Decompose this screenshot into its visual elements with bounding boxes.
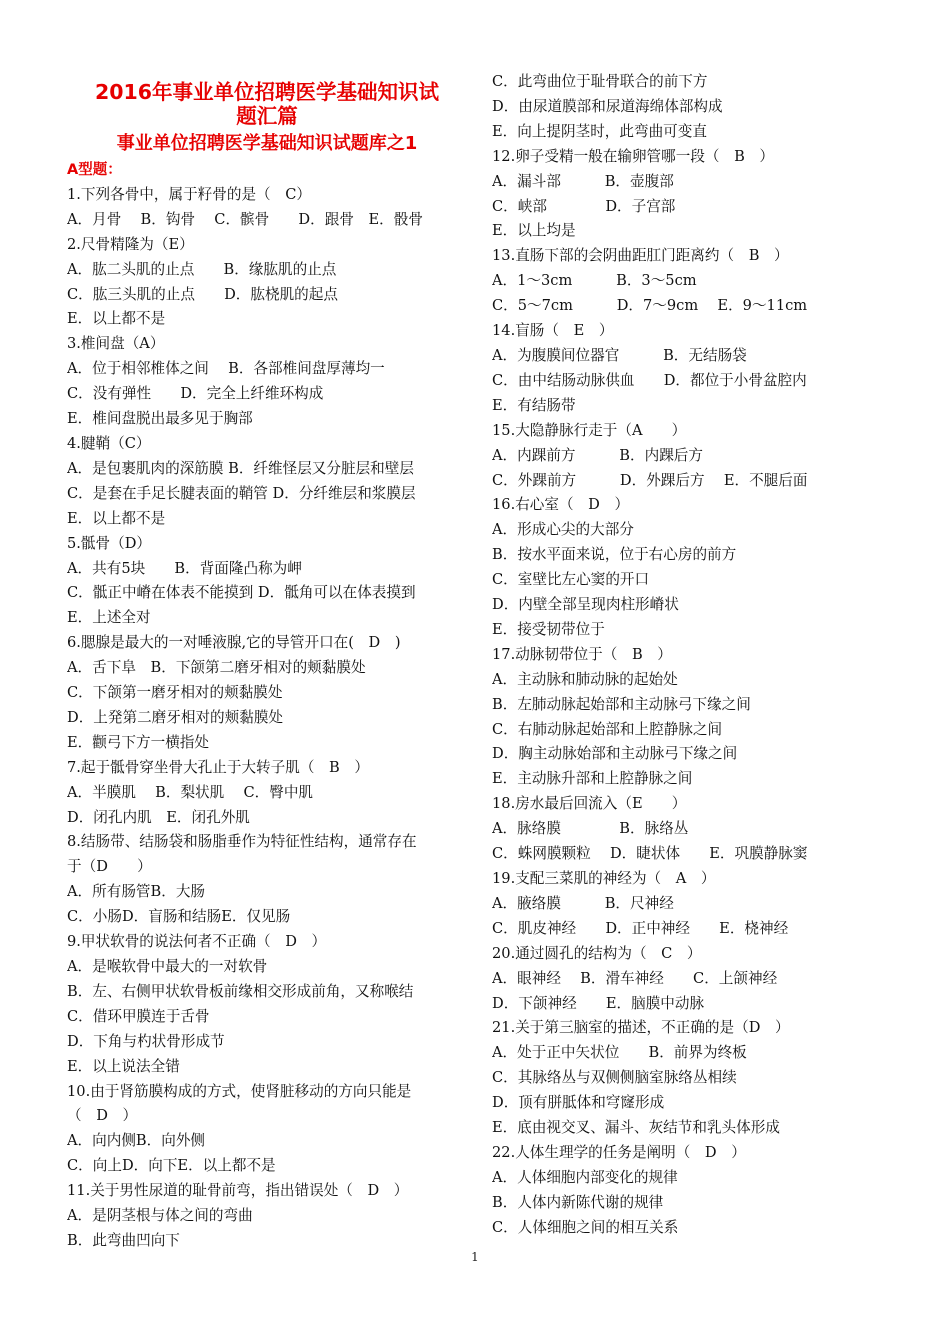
left-question-list — [67, 183, 467, 1254]
text-line: C．此弯曲位于耻骨联合的前下方 — [492, 73, 708, 90]
text-line: A．主动脉和肺动脉的起始处 — [492, 670, 678, 688]
text-line: C．5～7cm D．7～9cm E．9～11cm — [492, 297, 808, 315]
text-line: （ D ） — [67, 1107, 138, 1125]
text-line: 12.卵子受精一般在输卵管哪一段（ B ） — [492, 147, 775, 165]
text-line: A．形成心尖的大部分 — [492, 521, 634, 539]
text-line: B．人体内新陈代谢的规律 — [492, 1193, 664, 1211]
right-column — [492, 70, 892, 1241]
text-line: E．向上提阴茎时，此弯曲可变直 — [492, 122, 707, 140]
text-line: 11.关于男性尿道的耻骨前弯，指出错误处（ D ） — [67, 1182, 409, 1200]
page-number: 1 — [471, 1250, 479, 1264]
text-line: 22.人体生理学的任务是阐明（ D ） — [492, 1143, 746, 1161]
text-line: 21.关于第三脑室的描述，不正确的是（D ） — [492, 1019, 790, 1037]
text-line: A．半膜肌 B．梨状肌 C．臀中肌 — [67, 783, 314, 801]
text-line: C．借环甲膜连于舌骨 — [67, 1007, 210, 1025]
text-line: C．由中结肠动脉供血 D．都位于小骨盆腔内 — [492, 371, 807, 389]
text-line: C．其脉络丛与双侧侧脑室脉络丛相续 — [492, 1069, 737, 1087]
text-line: D．胸主动脉始部和主动脉弓下缘之间 — [492, 745, 738, 763]
text-line: D．内壁全部呈现肉柱形嵴状 — [492, 596, 679, 614]
text-line: A．处于正中矢状位 B．前界为终板 — [492, 1044, 747, 1062]
text-line: C．人体细胞之间的相互关系 — [492, 1218, 679, 1236]
text-line: A．是包裹肌肉的深筋膜 B．纤维怪层又分脏层和壁层 — [67, 459, 414, 477]
text-line: A．漏斗部 B．壶腹部 — [492, 172, 674, 190]
text-line: D．下角与杓状骨形成节 — [67, 1032, 225, 1050]
text-line: C．骶正中嵴在体表不能摸到 D．骶角可以在体表摸到 — [67, 584, 416, 602]
text-line: E．底由视交叉、漏斗、灰结节和乳头体形成 — [492, 1119, 780, 1137]
text-line: E．以上都不是 — [67, 509, 166, 527]
text-line: 4.腱鞘（C） — [67, 434, 151, 452]
document-subtitle: 事业单位招聘医学基础知识试题库之1 — [116, 133, 418, 154]
text-line: 19.支配三菜肌的神经为（ A ） — [492, 870, 716, 887]
text-line: A．是阴茎根与体之间的弯曲 — [67, 1207, 253, 1225]
text-line: A．1～3cm B．3～5cm — [492, 272, 697, 290]
text-line: 9.甲状软骨的说法何者不正确（ D ） — [67, 933, 327, 951]
text-line: A．脉络膜 B．脉络丛 — [492, 820, 689, 838]
text-line: E．以上说法全错 — [67, 1057, 180, 1075]
text-line: 3.椎间盘（A） — [67, 335, 165, 353]
text-line: 16.右心室（ D ） — [492, 496, 630, 514]
text-line: C．下颌第一磨牙相对的颊黏膜处 — [67, 684, 283, 702]
text-line: C．蛛网膜颗粒 D．睫状体 E．巩膜静脉窦 — [492, 845, 808, 863]
text-line: 18.房水最后回流入（E ） — [492, 795, 687, 813]
section-heading: A型题： — [67, 162, 122, 178]
text-line: C．肱三头肌的止点 D．肱桡肌的起点 — [67, 285, 338, 303]
text-line: E．有结肠带 — [492, 396, 576, 414]
text-line: C．室壁比左心窦的开口 — [492, 571, 650, 589]
text-line: E．接受韧带位于 — [492, 620, 605, 638]
text-line: 7.起于骶骨穿坐骨大孔止于大转子肌（ B ） — [67, 758, 369, 776]
text-line: D．由尿道膜部和尿道海绵体部构成 — [492, 97, 723, 115]
text-line: 8.结肠带、结肠袋和肠脂垂作为特征性结构，通常存在 — [67, 833, 417, 851]
right-question-list — [492, 70, 892, 1241]
text-line: A．向内侧B．向外侧 — [67, 1132, 206, 1150]
text-line: A．是喉软骨中最大的一对软骨 — [67, 958, 268, 975]
text-line: 于（D ） — [67, 858, 152, 876]
text-line: A．位于相邻椎体之间 B．各部椎间盘厚薄均一 — [67, 360, 385, 378]
text-line: 17.动脉韧带位于（ B ） — [492, 645, 672, 663]
text-line: C．肌皮神经 D．正中神经 E．桡神经 — [492, 919, 789, 937]
text-line: A．腋络膜 B．尺神经 — [492, 894, 674, 912]
left-column — [67, 70, 467, 1254]
text-line: C．小肠D．盲肠和结肠E．仅见肠 — [67, 908, 291, 926]
text-line: A．眼神经 B．滑车神经 C．上颌神经 — [492, 969, 778, 987]
text-line: A．共有5块 B．背面隆凸称为岬 — [67, 559, 302, 577]
text-line: C．右肺动脉起始部和上腔静脉之间 — [492, 720, 723, 738]
text-line: E．主动脉升部和上腔静脉之间 — [492, 770, 693, 788]
text-line: C．峡部 D．子宫部 — [492, 197, 676, 215]
text-line: C．没有弹性 D．完全上纤维环构成 — [67, 385, 324, 403]
text-line: A．所有肠管B．大肠 — [67, 883, 206, 901]
text-line: B．左肺动脉起始部和主动脉弓下缘之间 — [492, 695, 751, 713]
text-line: 5.骶骨（D） — [67, 534, 151, 552]
text-line: E．椎间盘脱出最多见于胸部 — [67, 410, 253, 428]
text-line: E．以上均是 — [492, 222, 576, 240]
text-line: 6.腮腺是最大的一对唾液腺,它的导管开口在( D ) — [67, 634, 401, 652]
document-title — [67, 80, 467, 128]
text-line: E．颧弓下方一横指处 — [67, 733, 209, 751]
text-line: C．向上D．向下E．以上都不是 — [67, 1157, 276, 1175]
text-line: B．此弯曲凹向下 — [67, 1231, 180, 1249]
text-line: 1.下列各骨中，属于籽骨的是（ C） — [67, 185, 311, 203]
text-line: 15.大隐静脉行走于（A ） — [492, 421, 687, 439]
text-line: 2.尺骨精隆为（E） — [67, 235, 194, 253]
text-line: A．人体细胞内部变化的规律 — [492, 1168, 678, 1186]
text-line: C．外踝前方 D．外踝后方 E．不腿后面 — [492, 471, 808, 489]
text-line: D．下颌神经 E．脑膜中动脉 — [492, 994, 705, 1012]
text-line: A．内踝前方 B．内踝后方 — [492, 446, 703, 464]
text-line: 13.直肠下部的会阴曲距肛门距离约（ B ） — [492, 247, 789, 265]
text-line: A．月骨 B．钩骨 C．髌骨 D．跟骨 E．骰骨 — [67, 210, 423, 228]
title-line: 题汇篇 — [236, 104, 298, 128]
text-line: B．按水平面来说，位于右心房的前方 — [492, 546, 737, 564]
text-line: E．以上都不是 — [67, 310, 166, 328]
text-line: E．上述全对 — [67, 609, 151, 627]
title-line: 2016年事业单位招聘医学基础知识试 — [94, 80, 440, 104]
text-line: A．肱二头肌的止点 B．缘肱肌的止点 — [67, 260, 337, 278]
text-line: C．是套在手足长腱表面的鞘管 D．分纤维层和浆膜层 — [67, 484, 416, 502]
text-line: 14.盲肠（ E ） — [492, 322, 614, 340]
text-line: A．为腹膜间位器官 B．无结肠袋 — [492, 346, 747, 364]
text-line: 20.通过圆孔的结构为（ C ） — [492, 944, 702, 962]
text-line: A．舌下阜 B．下颌第二磨牙相对的颊黏膜处 — [67, 659, 366, 677]
text-line: D．闭孔内肌 E．闭孔外肌 — [67, 808, 250, 826]
text-line: D．上発第二磨牙相对的颊黏膜处 — [67, 708, 284, 726]
text-line: 10.由于肾筋膜构成的方式，使肾脏移动的方向只能是 — [67, 1082, 412, 1100]
text-line: B．左、右侧甲状软骨板前缘相交形成前角，又称喉结 — [67, 982, 414, 1000]
text-line: D．顶有胼胝体和穹窿形成 — [492, 1094, 665, 1112]
